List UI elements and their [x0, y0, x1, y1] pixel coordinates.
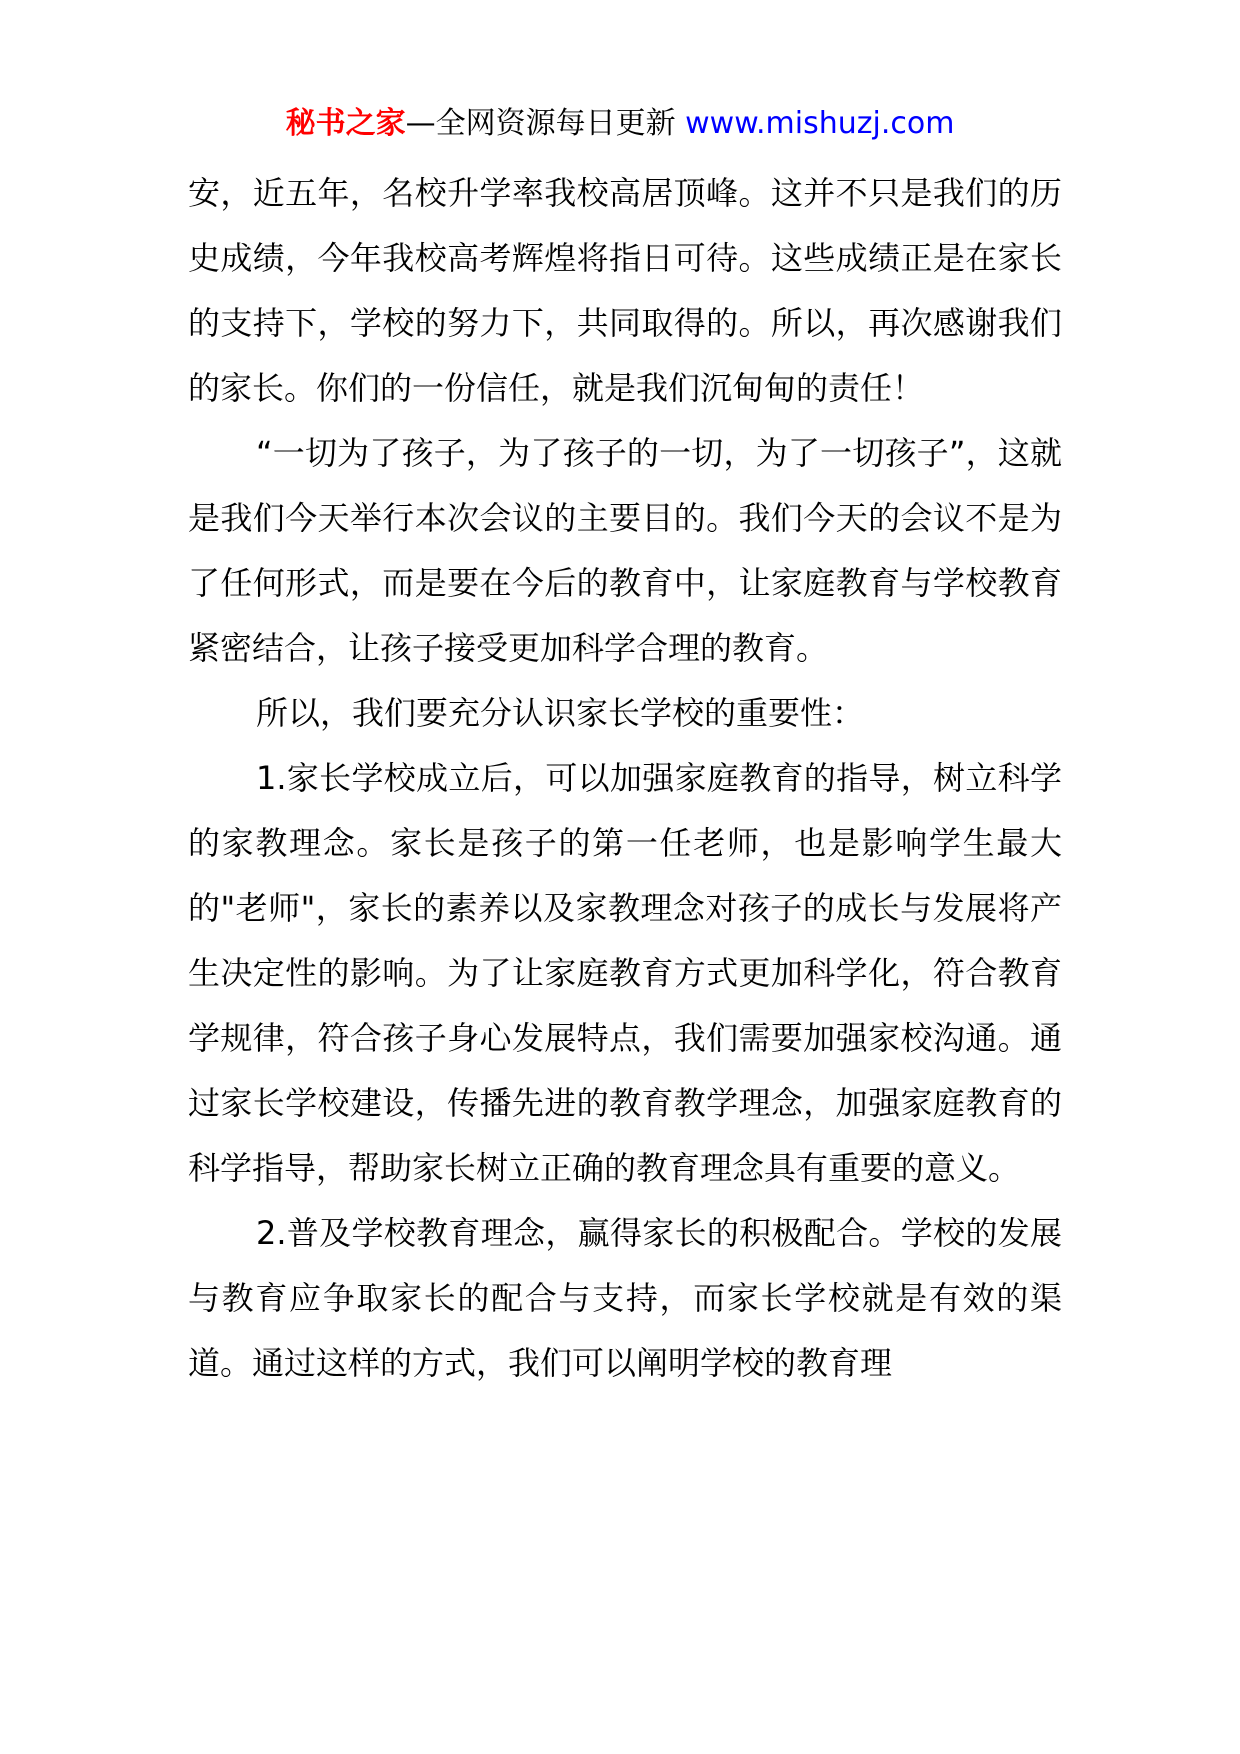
document-body	[188, 161, 1062, 1396]
paragraph-2: “一切为了孩子，为了孩子的一切，为了一切孩子”，这就是我们今天举行本次会议的主要目的。我们今天的会议不是为了任何形式，而是要在今后的教育中，让家庭教育与学校教育紧密结合，让孩子接受更加科学合理的教育。	[188, 434, 1062, 667]
paragraph-4: 1.家长学校成立后，可以加强家庭教育的指导，树立科学的家教理念。家长是孩子的第一任老师，也是影响学生最大的"老师"，家长的素养以及家教理念对孩子的成长与发展将产生决定性的影响。为了让家庭教育方式更加科学化，符合教育学规律，符合孩子身心发展特点，我们需要加强家校沟通。通过家长学校建设，传播先进的教育教学理念，加强家庭教育的科学指导，帮助家长树立正确的教育理念具有重要的意义。	[188, 759, 1062, 1187]
site-url[interactable]: www.mishuzj.com	[685, 106, 955, 141]
paragraph-3: 所以，我们要充分认识家长学校的重要性：	[256, 694, 865, 732]
site-tagline: —全网资源每日更新	[405, 106, 676, 141]
page-header	[0, 104, 1240, 144]
paragraph-1: 安，近五年，名校升学率我校高居顶峰。这并不只是我们的历史成绩，今年我校高考辉煌将指日可待。这些成绩正是在家长的支持下，学校的努力下，共同取得的。所以，再次感谢我们的家长。你们的一份信任，就是我们沉甸甸的责任！	[188, 174, 1062, 407]
site-brand: 秘书之家	[285, 106, 406, 141]
paragraph-5: 2.普及学校教育理念，赢得家长的积极配合。学校的发展与教育应争取家长的配合与支持，而家长学校就是有效的渠道。通过这样的方式，我们可以阐明学校的教育理	[188, 1214, 1062, 1382]
